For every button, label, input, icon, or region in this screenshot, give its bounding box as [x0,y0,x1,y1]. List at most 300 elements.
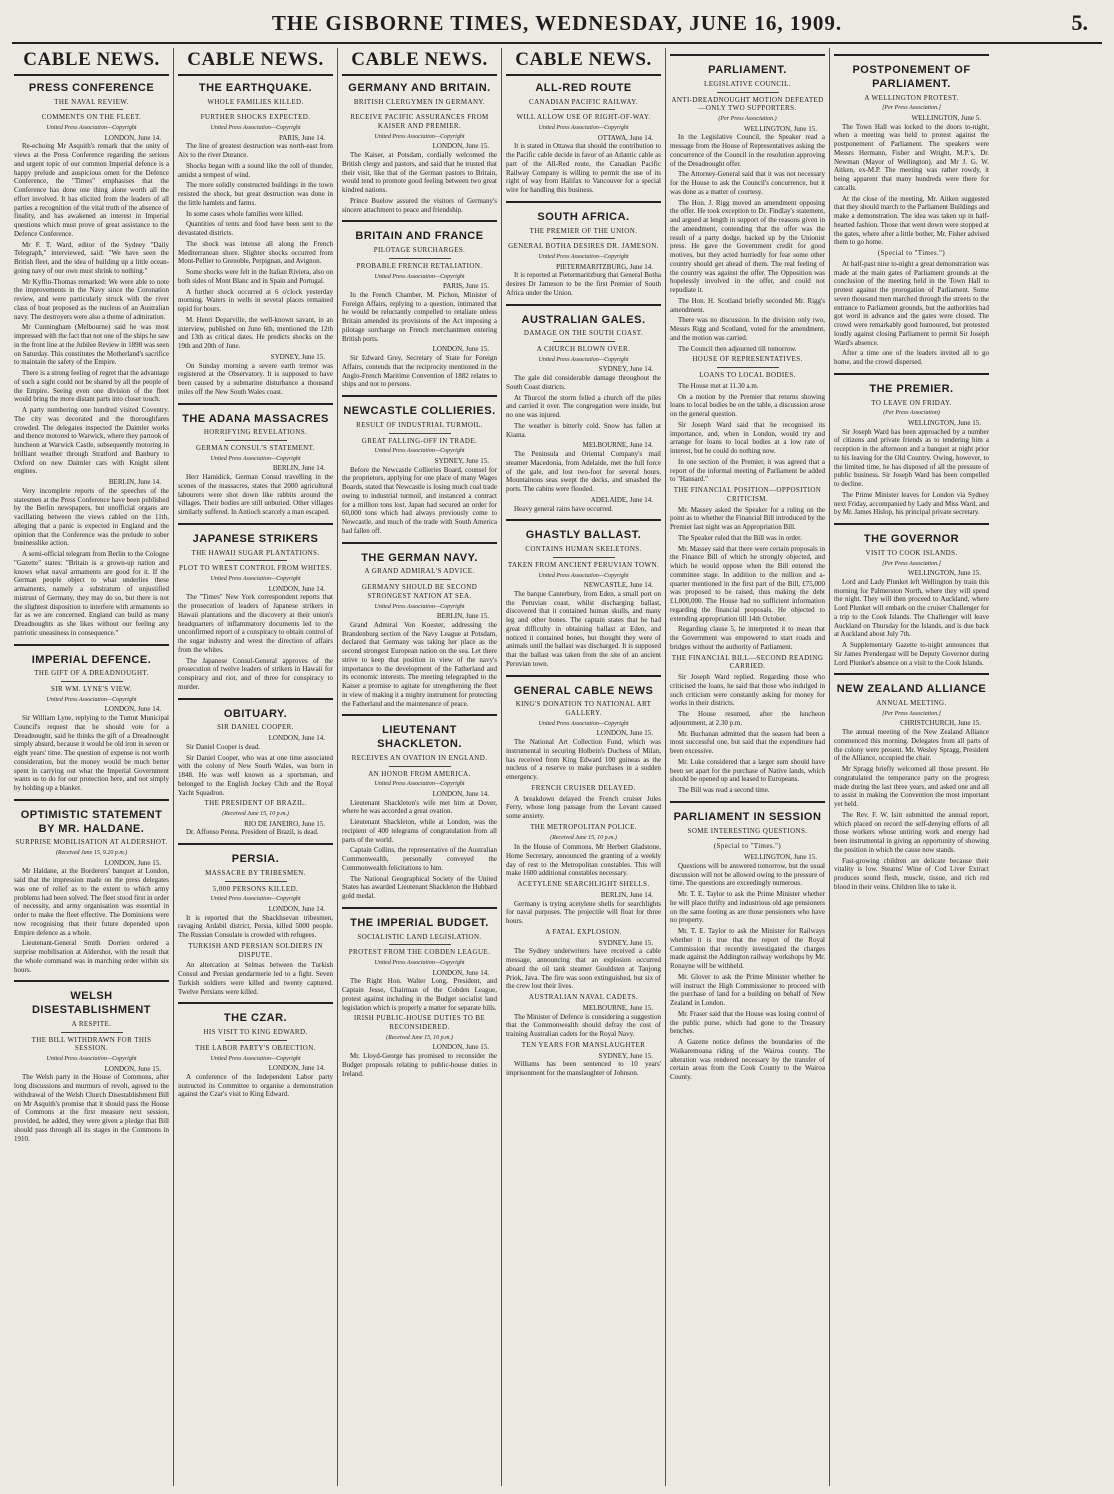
article [178,82,333,351]
article-subheading: PILOTAGE SURCHARGES. [373,246,466,254]
dateline: BERLIN, June 14. [600,890,653,899]
article-subheading: VISIT TO COOK ISLANDS. [865,548,958,557]
divider [553,557,615,558]
article-subheading-2: LOANS TO LOCAL BODIES. [699,371,796,379]
article-subheading: SIR DANIEL COOPER. [217,723,294,732]
article-paragraph: A conference of the Independent Labor party instructed its Committee to organise a demonstration against the Czar's visit to King Edward. [178,1072,333,1099]
wire-credit: United Press Association—Copyright [538,720,629,727]
article-subheading: KING'S DONATION TO NATIONAL ART GALLERY. [515,700,652,717]
article-subheading-2: AN HONOR FROM AMERICA. [368,769,471,778]
wire-credit: United Press Association—Copyright [210,576,301,582]
dateline: PARIS, June 14. [278,133,325,142]
article-paragraph: Dr. Affonso Penna, President of Brazil, is dead. [186,828,319,837]
article-subheading: MASSACRE BY TRIBESMEN. [205,868,306,877]
dateline: BERLIN, June 14. [108,478,161,486]
article [14,82,169,476]
article-subheading: ANNUAL MEETING. [876,699,947,707]
article-subheading: WHOLE FAMILIES KILLED. [207,97,304,106]
article-subheading: THE GIFT OF A DREADNOUGHT. [34,669,149,678]
divider [553,341,615,342]
article-paragraph: Sir William Lyne, replying to the Tumut Municipal Council's request that he should vote for a Dreadnought, said he thinks the gift of a Dreadnought simply absurd, because it would be old iron in seven or eight years' time. The question of expense is not worth consideration, but the money would be much better spent in carrying out what the Imperial Government wants us to do for our protection here, and not simply by holding up a blanket. [14,714,169,792]
column-5 [666,48,830,1486]
article [834,673,989,891]
article [834,523,989,667]
article-paragraph: In the Legislative Council, the Speaker read a message from the House of Representatives asking the concurrence of the Council in the resolution approving of the Dreadnought offer. [670,133,825,168]
article [342,220,497,343]
dateline: LONDON, June 15. [104,858,161,867]
masthead [12,4,1102,44]
article-paragraph: A breakdown delayed the French cruiser Jules Ferry, whose long passage from the Levant caused some anxiety. [506,794,661,820]
wire-credit: United Press Association—Copyright [374,781,465,788]
divider [225,1040,287,1041]
article-paragraph: The Sydney underwriters have received a cable message, announcing that an explosion occurred aboard the oil tank steamer Gouldsten at Tanjong Priok, Java. The fire was soon extinguished, but six of the crew lost their lives. [506,947,661,991]
article-subheading: A WELLINGTON PROTEST. [864,93,959,102]
column-3 [338,48,502,1486]
article [670,355,825,484]
article-headline: THE GERMAN NAVY. [361,551,478,564]
article-paragraph: Very incomplete reports of the speeches of the statesmen at the Press Conference have been published by the Berlin newspapers, but unofficial organs are vacillating between the views cabled on the 11th, alleging that a panic is expected in England and the opinion that the Conference was the prelude to sober businesslike action. [14,486,169,548]
article-headline: IMPERIAL DEFENCE. [31,653,152,666]
article-paragraph: The barque Canterbury, from Eden, a small port on the Peruvian coast, whilst discharging ballast, discovered that it contained human skulls, and many leg and other bones. The captain states that he had great difficulty in obtaining ballast at Eden, and noticed it contained bones, but thought they were of animals until the ballast was discharged. It is supposed that the ballast was taken from the site of an ancient Peruvian town. [506,589,661,668]
wire-credit: United Press Association—Copyright [374,133,465,140]
wire-credit: (Received June 15, 10 p.m.) [550,834,617,841]
article-subheading: DAMAGE ON THE SOUTH COAST. [523,329,644,338]
article [14,478,169,638]
article [14,980,169,1143]
article-subheading: (Special to "Times.") [877,249,946,257]
article [834,249,989,367]
article [14,799,169,975]
wire-credit: United Press Association—Copyright [538,125,629,131]
article-headline: PARLIAMENT IN SESSION [673,810,822,823]
article-subheading-2: ANTI-DREADNOUGHT MOTION DEFEATED—ONLY TWO SUPPORTERS. [671,95,824,113]
wire-credit: [Per Press Association.] [882,560,941,567]
article-paragraph: Lieutenant Shackleton, while at London, was the recipient of 400 telegrams of congratulation from all parts of the world. [342,818,497,844]
article-subheading-2: THE LABOR PARTY'S OBJECTION. [195,1043,316,1052]
article-subheading: CANADIAN PACIFIC RAILWAY. [529,97,638,106]
article-headline: THE ADANA MASSACRES [182,412,329,425]
article-subheading: A GRAND ADMIRAL'S ADVICE. [364,567,475,576]
article-headline: ALL-RED ROUTE [535,81,632,94]
article-subheading: THE METROPOLITAN POLICE. [530,822,637,831]
article-headline: OBITUARY. [223,707,288,720]
article-paragraph: The "Times" New York correspondent reports that the prosecution of leaders of Japanese strikers in Hawaii plantations and the discovery at their union's headquarters of inflammatory documents led to the unconfirmed report of a conspiracy to obtain control of the sugar industry and wrest the direction of affairs from the whites. [178,593,333,654]
article-paragraph: Questions will be answered tomorrow, but the usual discussion will not be allowed owing to the pressure of time. The questions are exceedingly numerous. [670,861,825,888]
article-paragraph: There was no discussion. In the division only two, Messrs Rigg and Scotland, voted for the amendment, and the motion was carried. [670,316,825,342]
dateline: ADELAIDE, June 14. [590,495,653,504]
article-paragraph: On a motion by the Premier that returns showing loans to local bodies be on the table, a discussion arose on the general question. [670,392,825,418]
article-paragraph: The gale did considerable damage throughout the South Coast districts. [506,374,661,391]
dateline: LONDON, June 14. [268,584,325,593]
dateline: WELLINGTON, June 15. [744,853,817,861]
article-paragraph: Mr F. T. Ward, editor of the Sydney "Daily Telegraph," interviewed, said: "We have seen the British fleet, and the idea of building up a little ocean-going navy of our own must shrink to nothing." [14,240,169,275]
article-paragraph: At Thurcol the storm felled a church off the piles and carried it over. The congregation were inside, but no one was injured. [506,393,661,419]
dateline: WELLINGTON, June 5. [911,113,981,122]
article-paragraph: Captain Collins, the representative of the Australian Commonwealth, personally conveyed the Commonwealth felicitations to him. [342,846,497,872]
divider [389,579,451,580]
dateline: LONDON, June 15. [432,345,489,354]
dateline: LONDON, June 14. [268,1064,325,1072]
article-paragraph: The Welsh party in the House of Commons, after long discussions and murmurs of revolt, agreed to the withdrawal of the Welsh Church Disestablishment Bill on Mr Asquith's promise that it should pass the House of Commons at the first measure next session, provided, he added, they were given a pledge that Bill should pass through all its stages in the Commons in 1910. [14,1073,169,1143]
article-paragraph: The Council then adjourned till tomorrow. [678,344,797,353]
article-subheading: SOCIALISTIC LAND LEGISLATION. [357,932,482,941]
article-paragraph: Herr Hamidick, German Consul travelling in the scenes of the massacres, states that 2000 agricultural labourers were shot down like rabbits around the villages. Their bodies are still unburied. Other villages similarly suffered. In Antioch scarcely a man escaped. [178,473,333,516]
article-subheading: TO LEAVE ON FRIDAY. [871,398,952,407]
article-headline: THE EARTHQUAKE. [198,81,313,94]
dateline: SYDNEY, June 15. [598,1051,653,1060]
article-headline: THE CZAR. [223,1012,288,1025]
article-paragraph: The Speaker ruled that the Bill was in order. [678,533,802,542]
article-subheading: FRENCH CRUISER DELAYED. [531,783,636,792]
article-paragraph: At the close of the meeting, Mr. Aitken suggested that they should march to the Parliament Buildings and make a demonstration. The idea was taken up in half-hearted fashion. Those that went down were stopped at the gates, where after a little bother, Mr. Fisher advised them to go home. [834,194,989,247]
divider [389,766,451,767]
article-paragraph: A Gazette notice defines the boundaries of the Waikaremoana riding of the Wairoa county. The alteration was rendered necessary by the transfer of certain areas from the Cook County to the Wairoa County. [670,1038,825,1081]
article-paragraph: M. Henri Deparville, the well-known savant, in an interview, published on June 6th, mentioned the 12th and 13th as critical dates. He predicts shocks on the 19th and 20th of June. [178,315,333,350]
article-headline: BRITAIN AND FRANCE [355,230,484,243]
wire-credit: United Press Association—Copyright [46,125,137,131]
article-paragraph: Shocks began with a sound like the roll of thunder, amidst a tempest of wind. [178,161,333,179]
article-paragraph: Williams has been sentenced to 10 years' imprisonment for the manslaughter of Johnson. [506,1060,661,1077]
dateline: LONDON, June 14. [104,705,161,714]
article-headline: THE IMPERIAL BUDGET. [350,916,489,929]
dateline: SYDNEY, June 15. [270,352,325,361]
article-paragraph: Germany is trying acetylene shells for searchlights for naval purposes. The projectile will float for three hours. [506,899,661,925]
article [670,654,825,795]
dateline: PIETERMARITZBURG, June 14. [556,262,653,271]
article-headline: PRESS CONFERENCE [28,81,155,94]
article [342,1014,497,1078]
article-subheading-2: GENERAL BOTHA DESIRES DR. JAMESON. [508,242,659,251]
article-paragraph: The Prime Minister leaves for London via Sydney next Friday, accompanied by Lady and Miss Ward, and by Mr. James Hislop, his principal private secretary. [834,490,989,517]
article-headline: PERSIA. [231,853,280,865]
wire-credit: United Press Association—Copyright [210,125,301,131]
article-subheading: A RESPITE. [71,1019,112,1028]
article-paragraph: It is reported at Pietermaritzburg that General Botha desires Dr Jameson to be the first Premier of South Africa under the Union. [506,271,661,297]
article-headline: NEWCASTLE COLLIERIES. [343,405,496,417]
dateline: PARIS, June 15. [442,282,489,290]
dateline: MELBOURNE, June 14. [582,441,653,450]
article-paragraph: The House met at 11.30 a.m. [678,381,759,390]
dateline: SYDNEY, June 15. [434,456,489,465]
article-paragraph: In the French Chamber, M. Pichon, Minister of Foreign Affairs, replying to a question, intimated that he would be reluctantly compelled to retaliate unless Britain amended its provisions of the Act imposing a pilotage surcharge on French merchantmen entering British ports. [342,290,497,343]
column-masthead: CABLE NEWS. [342,48,497,76]
dateline: LONDON, June 14. [268,734,325,742]
article-paragraph: The National Geographical Society of the United States has awarded Lieutenant Shackleton the Hubbard gold medal. [342,874,497,900]
article-subheading-2: GERMAN CONSUL'S STATEMENT. [196,444,315,452]
article-subheading-2: THE BILL WITHDRAWN FOR THIS SESSION. [31,1035,152,1053]
article-paragraph: The Hon. H. Scotland briefly seconded Mr. Rigg's amendment. [670,296,825,314]
article-paragraph: Mr. T. E. Taylor to ask the Prime Minister whether he will place thrifty and industrious old age pensioners on the same footing as are those pensioners who have no property. [670,890,825,925]
masthead-title: THE GISBORNE TIMES, WEDNESDAY, JUNE 16, 1909. [271,10,843,35]
article-subheading: LEGISLATIVE COUNCIL. [704,79,791,88]
article-paragraph: After a time one of the leaders invited all to go home, and the crowd dispersed. [834,349,989,366]
article-paragraph: Mr Haldane, at the Borderers' banquet at London, said that the impression made on the press delegates was one of relief as to the extent to which army problems had been solved. The fleet stood first in order of necessity, and army organisation was essential in order to make the fleet effective. The Dominions were now recognising that their future depended upon Empire defence as a whole. [14,867,169,937]
article-headline: GHASTLY BALLAST. [525,529,642,542]
article-paragraph: Lieutenant Shackleton's wife met him at Dover, where he was accorded a great ovation. [342,798,497,816]
divider [717,838,779,839]
article-paragraph: Mr. Lloyd-George has promised to reconsider the Budget proposals relating to public-house duties in Ireland. [342,1052,497,1078]
article [178,1002,333,1099]
article-subheading: TEN YEARS FOR MANSLAUGHTER [521,1040,646,1049]
article-subheading-2: GREAT FALLING-OFF IN TRADE. [361,436,478,445]
article-headline: GENERAL CABLE NEWS [513,684,654,697]
article-paragraph: Heavy general rains have occurred. [514,504,613,513]
divider [717,92,779,93]
dateline: WELLINGTON, June 15. [908,418,981,427]
article [342,714,497,901]
article-subheading: THE PRESIDENT OF BRAZIL. [204,799,307,808]
column-masthead: CABLE NEWS. [14,48,169,76]
divider [553,109,615,110]
wire-credit: United Press Association—Copyright [374,603,465,610]
divider [389,944,451,945]
article-paragraph: Mr. Luke considered that a larger sum should have been set apart for the purchase of Native lands, which should be opened up and leased to Europeans. [670,757,825,784]
article-subheading: HORRIFYING REVELATIONS. [203,428,308,437]
article [178,403,333,517]
dateline: BERLIN, June 14. [272,464,325,473]
article-paragraph: Before the Newcastle Collieries Board, counsel for the proprietors, applying for one place of many Wages Boards, stated that Newcastle is losing much coal trade owing to industrial turmoil, and instanced a contract for a million tons lost. Japan had secured an order for 60,000 tons which had always previously come to Newcastle, and much of the trade with South America had fallen off. [342,465,497,535]
article-subheading: SOME INTERESTING QUESTIONS. [687,826,808,835]
wire-credit: United Press Association—Copyright [374,960,465,966]
article-paragraph: Fast-growing children are delicate because their vitality is low. Stearns' Wine of Cod Liver Extract produces sound flesh, muscle, tissue, and rich red blood in their veins. Children like to take it. [834,856,989,891]
article-paragraph: Mr. Massey said that there were certain proposals in the Finance Bill of which he strongly objected, and which he would oppose when the Bill entered the committee stage. In addition to the million and a-quarter mentioned in the first part of the Bill, £75,000 was proposed to be raised, thus making the debt £1,000,000. The House had no sufficient information regarding the financial proposals. He objected to extending appropriation till 14th October. [670,544,825,623]
dateline: RIO DE JANEIRO, June 15. [244,819,325,828]
wire-credit: (Received June 15, 10 p.m.) [386,1034,453,1041]
article [506,82,661,195]
article [670,486,825,652]
article-headline: WELSH DISESTABLISHMENT [31,990,152,1016]
divider [61,681,123,682]
article-headline: JAPANESE STRIKERS [192,532,319,545]
article [506,823,661,878]
article [342,542,497,709]
article-headline: SOUTH AFRICA. [537,210,630,223]
dateline: CHRISTCHURCH, June 15. [900,719,981,728]
article-subheading: THE FINANCIAL POSITION—OPPOSITION CRITICISM. [673,486,822,503]
wire-credit: United Press Association—Copyright [210,896,301,903]
article-paragraph: A further shock occurred at 6 o'clock yesterday morning. Waters in wells in several places remained tepid for hours. [178,287,333,313]
article [342,345,497,389]
dateline: LONDON, June 14. [268,904,325,913]
article-paragraph: Sir Joseph Ward said that he recognised its importance, and, when in London, would try and arrange for loans to local bodies at a low rate of interest, but he could do nothing now. [670,420,825,455]
dateline: LONDON, June 15. [432,1043,489,1052]
article-headline: LIEUTENANT SHACKLETON. [377,724,462,750]
article-subheading-2: COMMENTS ON THE FLEET. [41,113,142,122]
wire-credit: [Per Press Association.] [882,105,941,112]
article-paragraph: It is reported that the Shackhsevan tribesmen, ravaging Ardabil district, Persia, killed 5000 people. The Russian Consulate is crowded with refugees. [178,913,333,939]
dateline: LONDON, June 15. [104,1064,161,1073]
dateline: LONDON, June 14. [432,789,489,798]
article-subheading: SURPRISE MOBILISATION AT ALDERSHOT. [15,838,168,847]
article-paragraph: The House resumed, after the luncheon adjournment, at 2.30 p.m. [670,710,825,727]
article-paragraph: Mr Cunningham (Melbourne) said he was most impressed with the fact that not one of the ships he saw in the front line at the Jubilee Review in 1898 was seen on Saturday. This constitutes the Motherland's sacrifice to maintain the safety of the Empire. [14,323,169,367]
article-paragraph: The annual meeting of the New Zealand Alliance commenced this morning. Delegates from all parts of the colony were present. Mr. Wesley Spragg, President of the Alliance, occupied the chair. [834,728,989,763]
column-2 [174,48,338,1486]
dateline: LONDON, June 15. [596,729,653,738]
article-paragraph: In the House of Commons, Mr Herbert Gladstone, Home Secretary, announced the granting of a weekly day of rest to the Metropolitan constables. This will make 1600 additional constables necessary. [506,843,661,878]
article-headline: POSTPONEMENT OF PARLIAMENT. [852,64,971,90]
article [178,353,333,397]
article-subheading: THE FINANCIAL BILL—SECOND READING CARRIED. [671,653,824,671]
article-subheading: THE HAWAII SUGAR PLANTATIONS. [191,548,320,557]
column-1 [10,48,174,1486]
article-subheading: AUSTRALIAN NAVAL CADETS. [528,993,639,1001]
article-paragraph: Lieutenant-General Smith Dorrien ordered a surprise mobilisation at Aldershot, with the result that the whole command was in marching order within six hours. [14,939,169,974]
divider [61,109,123,110]
wire-credit: United Press Association—Copyright [538,572,629,579]
article-headline: OPTIMISTIC STATEMENT BY MR. HALDANE. [20,808,163,835]
article-paragraph: A semi-official telegram from Berlin to the Cologne "Gazette" states: "Britain is a grown-up nation and knows what naval armaments are good for it. If the German people object to what underlies these armaments, namely a substratum of unjustified mistrust of Germany, they may do so, but there is not the slightest disposition to interfere with armaments so far as we are concerned. England can build as many Dreadnoughts as she likes without our feeling any patriotic uneasiness in consequence." [14,550,169,637]
article [506,304,661,440]
article-subheading: IRISH PUBLIC-HOUSE DUTIES TO BE RECONSIDERED. [353,1014,486,1031]
article-paragraph: A party numbering one hundred visited Coventry. The city was decorated and the thoroughfares crowded. The delegates inspected the Daimler works and thence motored to Warwick, where they partook of luncheon at Warwick Castle, subsequently motoring in brilliant weather through Stratford and Banbury to Oxford on new Daimler cars with Knight silent engines. [14,406,169,476]
article-paragraph: Mr. Fraser said that the House was losing control of the public purse, which had gone to the Treasury benches. [670,1009,825,1036]
article-paragraph: The Peninsula and Oriental Company's mail steamer Macedonia, from Adelaide, met the full force of the gale, and lost two-foot for several hours. Mountainous seas swept the decks, and smashed the ports. The cabins were flooded. [506,450,661,493]
article-paragraph: Sir Joseph Ward replied. Regarding those who criticised the loans, he said that those who indulged in such criticism were constantly asking for money for works in their districts. [670,673,825,708]
article [342,82,497,215]
wire-credit: (Received June 15, 10 p.m.) [222,811,289,817]
article-paragraph: Mr. Buchanan admitted that the season had been a most successful one, but said that the expenditure had been excessive. [670,729,825,755]
dateline: BERLIN, June 15. [436,612,489,620]
wire-credit: (Received June 15, 9.20 p.m.) [55,850,128,856]
article-subheading: THE NAVAL REVIEW. [54,97,129,106]
wire-credit: United Press Association—Copyright [210,1055,301,1062]
dateline: SYDNEY, June 14. [598,365,653,374]
wire-credit: United Press Association—Copyright [538,254,629,260]
article [506,1041,661,1078]
dateline: NEWCASTLE, June 14. [583,581,653,589]
article-paragraph: The Bill was read a second time. [678,786,770,794]
divider [717,367,779,368]
article-subheading: RECEIVES AN OVATION IN ENGLAND. [351,753,488,762]
article [834,54,989,247]
wire-credit: United Press Association—Copyright [374,273,465,280]
dateline: LONDON, June 14. [104,133,161,142]
article [670,54,825,353]
article-paragraph: In one section of the Premier, it was agreed that a report of the informal meeting of Parliament be added to "Hansard." [670,457,825,484]
article [506,993,661,1039]
article-paragraph: Mr. Glover to ask the Prime Minister whether he will instruct the High Commissioner to proceed with the purchase of land for a building on behalf of New Zealand in London. [670,972,825,1007]
page-number: 5. [1071,10,1088,35]
dateline: OTTAWA, June 14. [597,133,653,142]
column-6 [830,48,993,1486]
article-paragraph: Lord and Lady Plunket left Wellington by train this morning for Palmerston North, where they will spend the night. They will then proceed to Auckland, where Lord Plunket will embark on the cruiser Challenger for a trip to the Cook Islands. The Challenger will leave Auckland on Thursday for the Islands, and is due back at Auckland about July 7th. [834,577,989,639]
article [178,698,333,798]
article-paragraph: Prince Buelow assured the visitors of Germany's sincere attachment to peace and friendship. [342,196,497,214]
divider [553,238,615,239]
article [506,675,661,782]
article-headline: GERMANY AND BRITAIN. [348,81,491,94]
article [506,519,661,668]
article-paragraph: Grand Admiral Von Koester, addressing the Brandenburg section of the Navy League at Potsdam, declared that Germany was taking her place as the second strongest European nation on the sea. Let there strive to keep that position in view of the navy's importance to the development of the Fatherland and its economic interests. The meeting telegraphed to the Kaiser a promise to agitate for strengthening the fleet in view of making it a mighty instrument for protecting the Fatherland and the maintenance of peace. [342,620,497,708]
article-paragraph: Quantities of tents and food have been sent to the devastated districts. [178,220,333,237]
dateline: WELLINGTON, June 15. [744,124,817,133]
wire-credit: (Per Press Association.) [718,116,777,122]
article-paragraph: The National Art Collection Fund, which was instrumental in securing Holbein's Duchess of Milan, has received from King Edward 100 guineas as the nucleus of a reserve to make purchases in a sudden emergency. [506,738,661,781]
article-subheading: HOUSE OF REPRESENTATIVES. [692,355,803,364]
article-subheading-2: RECEIVE PACIFIC ASSURANCES FROM KAISER AND PREMIER. [350,113,489,130]
wire-credit: United Press Association—Copyright [538,356,629,363]
article-subheading: A FATAL EXPLOSION. [545,927,622,936]
article-subheading-2: GERMANY SHOULD BE SECOND STRONGEST NATION AT SEA. [361,583,478,600]
article-subheading: TURKISH AND PERSIAN SOLDIERS IN DISPUTE. [188,941,323,959]
newspaper-page [10,48,1104,1486]
article [506,784,661,821]
article-paragraph: There is a strong feeling of regret that the advantage of such a sight could not be shared by all the people of the Empire. Seeing even one division of the fleet would bring the more distant parts into closer touch. [14,369,169,404]
article-paragraph: Re-echoing Mr Asquith's remark that the unity of views at the Press Conference regarding the serious and urgent topic of our common Imperial defence is a happy prelude and auspicious omen for the Defence Conference, the "Times" emphasises that the Conference has done one thing alone worth all the effort involved. It has elicited from the leaders of all parties a recognition of the vital truth of the absence of finality, and has awakened an interest in Imperial questions which must prove of great assistance to the Defence Conference. [14,142,169,238]
article-paragraph: Mr. T. E. Taylor to ask the Minister for Railways whether it is true that the report of the Royal Commission that recently investigated the charges made against the Addington railway workshops by Mr. Ronayne will be withheld. [670,927,825,970]
wire-credit: United Press Association—Copyright [46,696,137,703]
article [14,644,169,793]
article-headline: AUSTRALIAN GALES. [521,313,646,326]
article [506,880,661,926]
article [506,496,661,514]
article-paragraph: Sir Joseph Ward has been approached by a number of citizens and private friends as to tendering him a reception in the afternoon and a banquet at night prior to his leaving for the Old Country. Owing, however, to the limited time, he has disposed of all the pressure of public business. Sir Joseph Ward has been compelled to decline. [834,427,989,488]
dateline: LONDON, June 14. [432,968,489,977]
article-subheading: BRITISH CLERGYMEN IN GERMANY. [353,97,486,106]
article-headline: THE GOVERNOR [863,533,960,545]
article [178,799,333,837]
article-headline: PARLIAMENT. [708,64,787,76]
article [178,843,333,940]
article-subheading-2: PROTEST FROM THE COBDEN LEAGUE. [348,948,491,957]
wire-credit: United Press Association—Copyright [374,448,465,455]
column-masthead: CABLE NEWS. [178,48,333,76]
article-paragraph: The Right Hon. Walter Long, President, and Captain Jesse, Chairman of the Cobden League, protest against including in the Budget socialist land legislation which is properly a matter for separate bills. [342,977,497,1012]
article [670,801,825,1082]
dateline: WELLINGTON, June 15. [908,569,981,577]
divider [389,433,451,434]
divider [225,440,287,441]
article-subheading: HIS VISIT TO KING EDWARD. [203,1028,308,1036]
article-paragraph: The shock was intense all along the French Mediterranean shore. Slighter shocks occurred from Mont-Pellier to Grenoble, Perpignan, and Avignon. [178,239,333,266]
article-paragraph: The line of greatest destruction was north-east from Aix to the river Durance. [178,142,333,159]
dateline: SYDNEY, June 15. [598,938,653,947]
article-paragraph: Some shocks were felt in the Italian Riviera, also on both sides of Mont Blanc and in Spain and Portugal. [178,268,333,285]
article-paragraph: Sir Edward Grey, Secretary of State for Foreign Affairs, contends that the reciprocity mentioned in the Anglo-French Maritime Convention of 1882 relates to ships and not to persons. [342,354,497,389]
wire-credit: United Press Association—Copyright [210,455,301,462]
divider [225,560,287,561]
divider [389,109,451,110]
dateline: LONDON, June 15. [432,142,489,151]
article-paragraph: Mr Spragg briefly welcomed all those present. He congratulated the temperance party on the progress made during the last three years, and asked one and all to assist in making the Convention the most important yet held. [834,765,989,808]
article-paragraph: Sir Daniel Cooper is dead. [186,742,261,751]
article [506,201,661,298]
article-paragraph: An altercation at Selmas between the Turkish Consul and Persian gendarmerie led to a fight. Seven Turkish soldiers were killed and twenty captured. Twelve Persians were killed. [178,961,333,996]
divider [61,1032,123,1033]
article-subheading-2: A CHURCH BLOWN OVER. [536,345,631,353]
article-paragraph: The weather is bitterly cold. Snow has fallen at Kiama. [506,421,661,439]
article-paragraph: The Town Hall was locked to the doors to-night, when a meeting was held to protest against the postponement of Parliament. The speakers were Messrs Hermann, Fisher and Wright, M.P.'s, Dr. Newman (Mayor of Wellington), and Mr J. G. W. Aitken, ex-M.P. The meeting was rather rowdy, it being apparent that many hundreds were there for catcalls. [834,122,989,192]
article [342,395,497,536]
article-paragraph: At half-past nine to-night a great demonstration was made at the main gates of Parliament grounds at the conclusion of the meeting held in the Town Hall to protest against the prorogation of Parliament. Some seven thousand men marched through the streets to the entrance to Parliament grounds, but the authorities had got word in advance and the gates were closed. The crowd were remarkably good humoured, but protested loudly against closing Parliament to permit Sir Joseph Ward's absence. [834,259,989,347]
article [506,928,661,991]
article-subheading-2: PLOT TO WREST CONTROL FROM WHITES. [179,564,332,573]
article-subheading-2: SIR WM. LYNE'S VIEW. [51,685,132,693]
article-paragraph: The Minister of Defence is considering a suggestion that the Commonwealth should defray the cost of training Australian cadets for the Royal Navy. [506,1012,661,1038]
article-paragraph: Regarding clause 5, he interpreted it to mean that the Government was empowered to start roads and bridges without the authority of Parliament. [670,625,825,651]
article [834,373,989,517]
article-subheading-2: (Special to "Times.") [713,842,782,851]
article-subheading: THE PREMIER OF THE UNION. [529,226,638,235]
article-subheading-2: PROBABLE FRENCH RETALIATION. [356,261,483,270]
article-paragraph: The Rev. F. W. Isitt submitted the annual report, which placed on record the self-denying efforts of all those workers whose untiring work and energy had been instrumental in giving an opportunity of showing the position in which the cause now stands. [834,810,989,854]
article-paragraph: It is stated in Ottawa that should the contribution to the Pacific cable decide in favor of an Atlantic cable as part of the All-Red route, the Canadian Pacific Railway Company is willing to permit the use of its right of way from Halifax to Vancouver for a special wire for handling this business. [506,142,661,194]
article-subheading-2: FURTHER SHOCKS EXPECTED. [200,113,311,122]
article [506,441,661,494]
article-paragraph: Mr. Massey asked the Speaker for a ruling on the point as to whether the Financial Bill introduced by the Premier last night was an Appropriation Bill. [670,505,825,531]
article-headline: NEW ZEALAND ALLIANCE [836,683,987,696]
